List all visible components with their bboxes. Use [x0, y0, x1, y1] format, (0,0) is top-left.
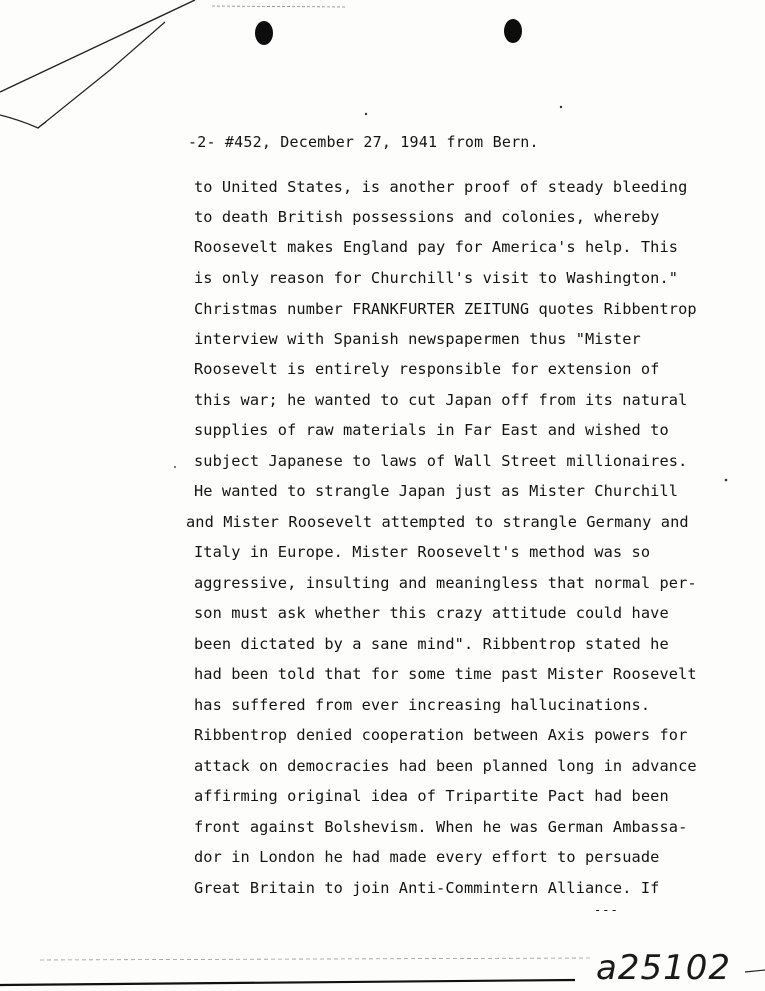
body-line: Great Britain to join Anti-Commintern Alliance. If	[194, 879, 660, 897]
speck	[174, 466, 176, 468]
corner-fold-line	[0, 0, 195, 92]
body-line: Roosevelt is entirely responsible for extension of	[194, 360, 660, 378]
body-line: to death British possessions and colonies, whereby	[194, 208, 660, 226]
body-line: son must ask whether this crazy attitude could have	[194, 604, 669, 622]
speck	[560, 106, 562, 108]
punch-hole-left	[255, 21, 273, 45]
bottom-edge-mark	[745, 970, 765, 972]
body-line: affirming original idea of Tripartite Pact had been	[194, 787, 669, 805]
body-line: Italy in Europe. Mister Roosevelt's method was so	[194, 543, 651, 561]
body-line: dor in London he had made every effort to persuade	[194, 848, 660, 866]
message-header: -2- #452, December 27, 1941 from Bern.	[188, 133, 539, 151]
punch-hole-right	[504, 19, 522, 43]
bottom-faint-rule	[40, 958, 590, 960]
speck	[365, 113, 367, 115]
body-line: has suffered from ever increasing hallucinations.	[194, 696, 651, 714]
body-line: supplies of raw materials in Far East and wished to	[194, 421, 669, 439]
handwritten-document-number: a25102	[596, 948, 731, 988]
body-line: Ribbentrop denied cooperation between Axis powers for	[194, 726, 688, 744]
body-line: is only reason for Churchill's visit to Washington."	[194, 269, 679, 287]
body-line: this war; he wanted to cut Japan off from its natural	[194, 391, 688, 409]
body-line: been dictated by a sane mind". Ribbentrop stated he	[194, 635, 669, 653]
corner-fold-line	[38, 22, 165, 128]
body-line: He wanted to strangle Japan just as Mister Churchill	[194, 482, 679, 500]
body-line: aggressive, insulting and meaningless that normal per-	[194, 574, 697, 592]
corner-fold-line	[0, 115, 46, 128]
body-line: front against Bolshevism. When he was German Ambassa-	[194, 818, 688, 836]
continuation-mark: ---	[594, 903, 619, 917]
speck	[725, 479, 728, 482]
body-line: to United States, is another proof of steady bleeding	[194, 178, 688, 196]
body-line: had been told that for some time past Mister Roosevelt	[194, 665, 697, 683]
body-line: interview with Spanish newspapermen thus "Mister	[194, 330, 641, 348]
bottom-rule	[0, 980, 575, 985]
body-line: Christmas number FRANKFURTER ZEITUNG quotes Ribbentrop	[194, 300, 697, 318]
body-line: subject Japanese to laws of Wall Street millionaires.	[194, 452, 688, 470]
body-line: and Mister Roosevelt attempted to strangle Germany and	[186, 513, 689, 531]
body-line: Roosevelt makes England pay for America's help. This	[194, 238, 679, 256]
body-line: attack on democracies had been planned long in advance	[194, 757, 697, 775]
top-edge-mark	[212, 6, 345, 7]
